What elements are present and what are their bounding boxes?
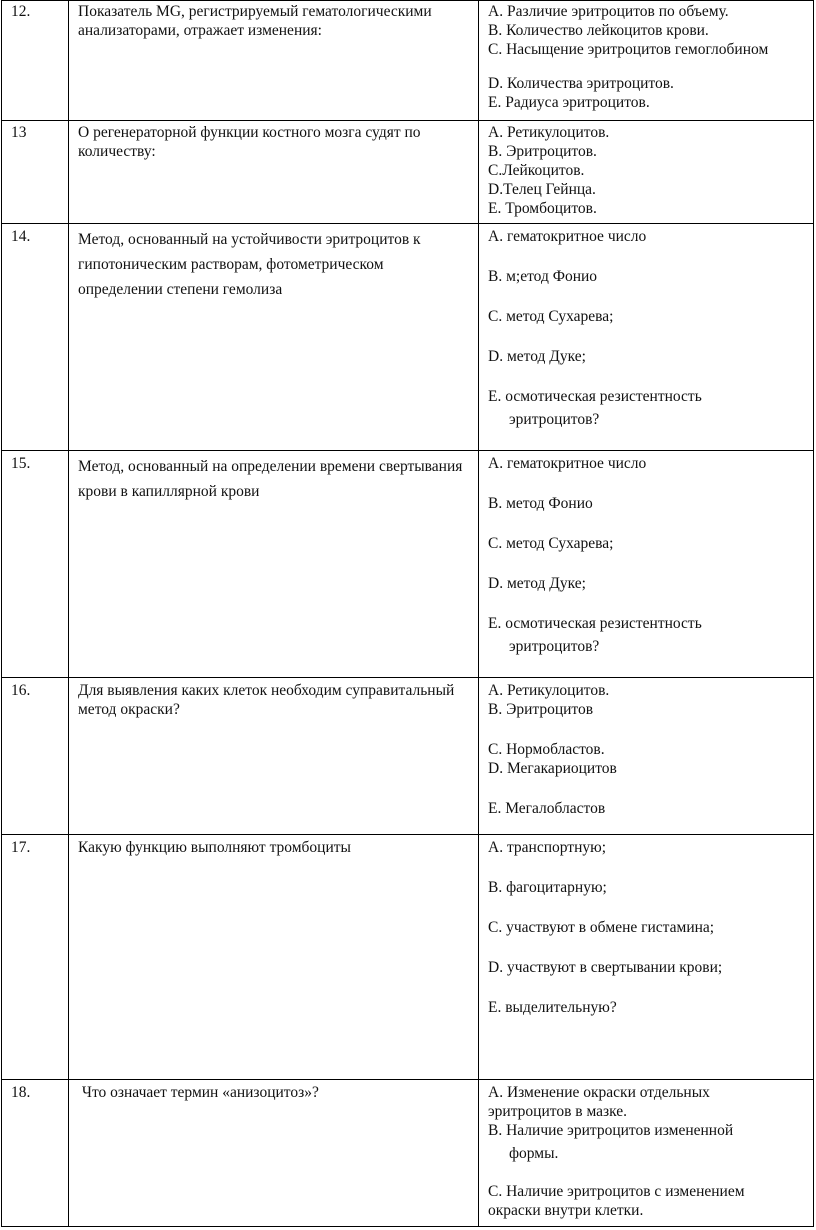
question-text — [69, 451, 479, 678]
option-gap — [488, 778, 813, 799]
option-gap — [488, 1163, 813, 1182]
questions-table — [1, 0, 814, 1227]
question-row — [2, 1, 814, 121]
option-d: D.Телец Гейнца. — [488, 181, 596, 198]
option-d: D. участвуют в свертывании крови; — [488, 959, 723, 976]
option-gap — [488, 719, 813, 740]
option-c: C. Наличие эритроцитов с изменением окраски внутри клетки. — [488, 1183, 745, 1219]
question-text — [69, 224, 479, 451]
question-text — [69, 678, 479, 835]
option-c: C. участвуют в обмене гистамина; — [488, 919, 715, 936]
question-number: 13 — [2, 121, 69, 224]
option-gap — [488, 857, 813, 878]
question-row — [2, 121, 814, 224]
option-gap — [488, 473, 813, 494]
answer-options — [479, 224, 814, 451]
option-gap — [488, 246, 813, 267]
question-row — [2, 835, 814, 1080]
answer-options — [479, 678, 814, 835]
option-gap — [488, 553, 813, 574]
option-e: E. Тромбоцитов. — [488, 200, 597, 217]
option-gap — [488, 593, 813, 614]
answer-options — [479, 451, 814, 678]
option-b-continued: формы. — [509, 1145, 559, 1162]
option-e: E. Радиуса эритроцитов. — [488, 94, 650, 111]
option-b: B. Количество лейкоцитов крови. — [488, 22, 709, 39]
option-b: B. Наличие эритроцитов измененной — [488, 1122, 734, 1139]
option-c: C. Нормобластов. — [488, 741, 605, 758]
option-c: C. метод Сухарева; — [488, 535, 614, 552]
option-gap — [488, 977, 813, 998]
option-e: E. осмотическая резистентность — [488, 615, 702, 632]
option-gap — [488, 59, 813, 74]
option-e: E. Мегалобластов — [488, 800, 606, 817]
option-b: B. Эритроцитов. — [488, 143, 597, 160]
question-number: 14. — [2, 224, 69, 451]
option-a: A. Различие эритроцитов по объему. — [488, 3, 729, 20]
question-text-line: Что означает термин «анизоцитоз»? — [78, 1084, 319, 1101]
option-a: A. транспортную; — [488, 839, 607, 856]
question-text-line: Для выявления каких клеток необходим суправитальный метод окраски? — [78, 682, 455, 718]
question-text-line: Метод, основанный на устойчивости эритроцитов к гипотоническим растворам, фотометрическом определении степени гемолиза — [78, 231, 421, 298]
option-d: D. Мегакариоцитов — [488, 760, 617, 777]
question-row — [2, 678, 814, 835]
question-text — [69, 1080, 479, 1227]
question-row — [2, 224, 814, 451]
option-e: E. осмотическая резистентность — [488, 388, 702, 405]
option-e: E. выделительную? — [488, 999, 617, 1016]
option-a: A. Ретикулоцитов. — [488, 124, 610, 141]
option-gap — [488, 326, 813, 347]
option-e-continued: эритроцитов? — [509, 411, 600, 428]
option-gap — [488, 897, 813, 918]
answer-options — [479, 1, 814, 121]
option-b: B. метод Фонио — [488, 495, 593, 512]
option-d: D. метод Дуке; — [488, 348, 586, 365]
option-e-continued: эритроцитов? — [509, 638, 600, 655]
answer-options — [479, 1080, 814, 1227]
question-text — [69, 121, 479, 224]
option-b: B. фагоцитарную; — [488, 879, 607, 896]
option-b: B. м;етод Фонио — [488, 268, 598, 285]
option-a: A. гематокритное число — [488, 455, 647, 472]
question-number: 12. — [2, 1, 69, 121]
option-d: D. Количества эритроцитов. — [488, 75, 674, 92]
option-d: D. метод Дуке; — [488, 575, 586, 592]
question-text-line: Показатель MG, регистрируемый гематологическими анализаторами, отражает изменения: — [78, 3, 432, 39]
option-c: C. Насыщение эритроцитов гемоглобином — [488, 41, 769, 58]
option-a: A. Ретикулоцитов. — [488, 682, 610, 699]
question-row — [2, 1080, 814, 1227]
option-a: A. Изменение окраски отдельных эритроцитов в мазке. — [488, 1084, 710, 1120]
answer-options — [479, 835, 814, 1080]
option-gap — [488, 513, 813, 534]
question-row — [2, 451, 814, 678]
option-gap — [488, 366, 813, 387]
question-text-line: Какую функцию выполняют тромбоциты — [78, 839, 351, 856]
option-c: C.Лейкоцитов. — [488, 162, 585, 179]
question-number: 16. — [2, 678, 69, 835]
option-b: B. Эритроцитов — [488, 701, 594, 718]
question-text — [69, 1, 479, 121]
option-c: C. метод Сухарева; — [488, 308, 614, 325]
option-gap — [488, 286, 813, 307]
question-number: 17. — [2, 835, 69, 1080]
question-number: 15. — [2, 451, 69, 678]
question-text — [69, 835, 479, 1080]
option-a: A. гематокритное число — [488, 228, 647, 245]
answer-options — [479, 121, 814, 224]
question-number: 18. — [2, 1080, 69, 1227]
question-text-line: Метод, основанный на определении времени свертывания крови в капиллярной крови — [78, 458, 463, 500]
option-gap — [488, 937, 813, 958]
question-text-line: О регенераторной функции костного мозга судят по количеству: — [78, 124, 421, 160]
